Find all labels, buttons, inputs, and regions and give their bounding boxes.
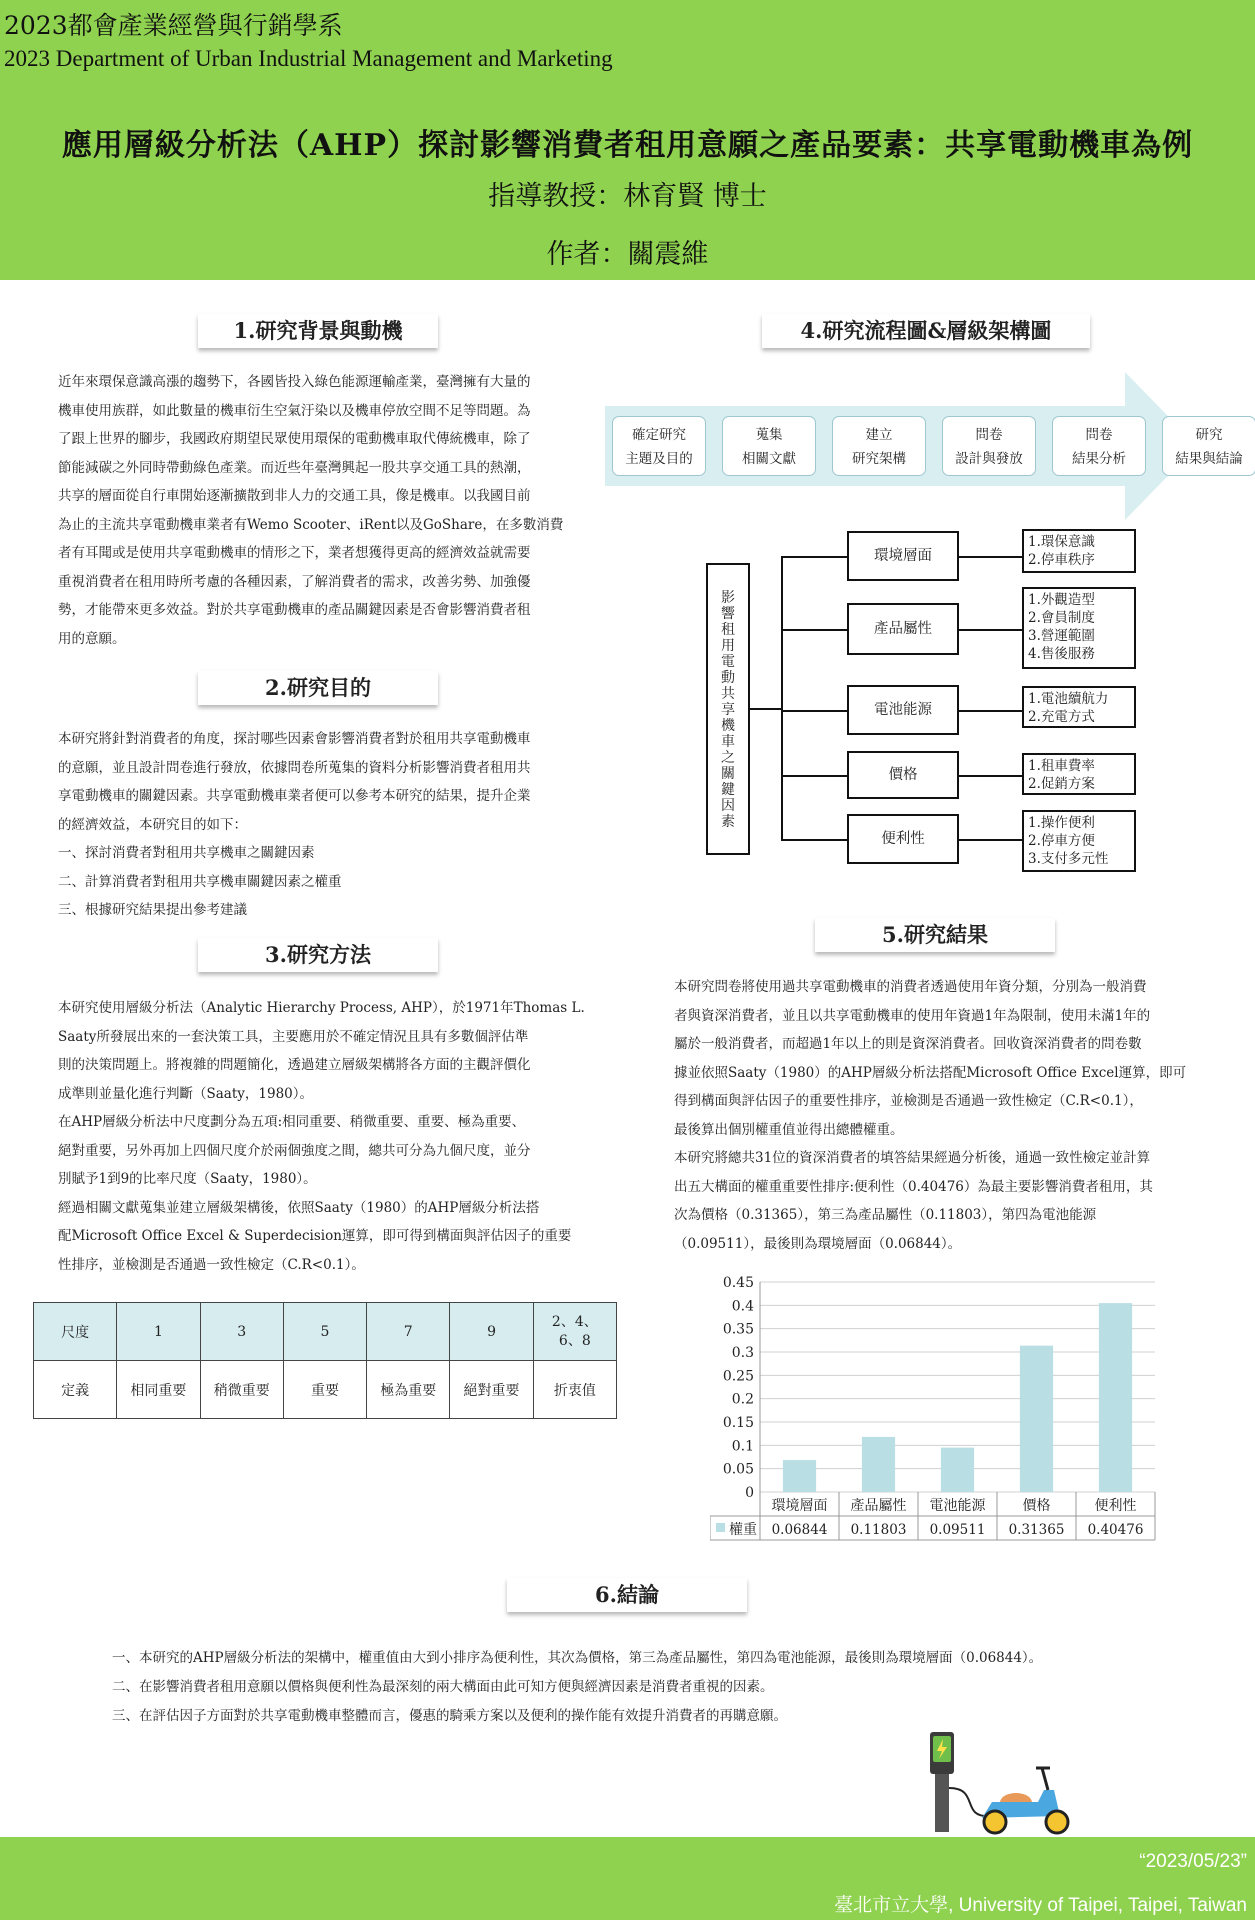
data-value-label: 0.06844 [771,1522,828,1538]
connector-line [781,710,847,712]
y-tick-label: 0.05 [722,1461,754,1478]
flow-step [1162,416,1255,476]
factor-item: 2.促銷方案 [1028,776,1095,792]
table-row [34,1303,617,1361]
text-line: 本研究將總共31位的資深消費者的填答結果經過分析後，通過一致性檢定並計算 [674,1150,1151,1166]
flow-step-label: 問卷 [975,427,1003,443]
category-label: 價格 [1022,1498,1051,1514]
text-line: 者與資深消費者，並且以共享電動機車的使用年資過1年為限制，使用未滿1年的 [674,1007,1151,1024]
text-line: 近年來環保意識高漲的趨勢下，各國皆投入綠色能源運輸產業，臺灣擁有大量的 [58,374,531,390]
flow-step-label: 結果分析 [1072,451,1126,467]
text-line: 成準則並量化進行判斷（Saaty，1980）。 [58,1085,314,1102]
y-tick-label: 0.35 [722,1321,754,1338]
table-row [34,1361,617,1419]
connector-line [959,839,1023,841]
factor-list [1022,529,1136,573]
flow-step [1052,416,1146,476]
table-cell: 絕對重要 [450,1361,533,1419]
text-line: 者有耳聞或是使用共享電動機車的情形之下，業者想獲得更高的經濟效益就需要 [58,545,531,561]
factor-item: 1.電池續航力 [1028,691,1109,707]
dimension-box: 便利性 [847,814,959,864]
dimension-box: 環境層面 [847,531,959,581]
connector-line [781,556,847,558]
table-cell: 9 [450,1303,533,1361]
text-line: 別賦予1到9的比率尺度（Saaty，1980）。 [58,1171,317,1187]
text-line: 次為價格（0.31365），第三為產品屬性（0.11803），第四為電池能源 [674,1207,1097,1223]
text-line: 最後算出個別權重值並得出總體權重。 [674,1121,904,1138]
factor-list [1022,810,1136,872]
poster-footer [0,1837,1255,1920]
university-name: 臺北市立大學, University of Taipei, Taipei, Taiwan [834,1895,1247,1916]
legend-label: 權重 [729,1522,757,1538]
data-value-label: 0.40476 [1087,1522,1144,1538]
y-tick-label: 0.3 [731,1345,754,1361]
factor-item: 2.會員制度 [1028,610,1095,626]
factor-item: 1.操作便利 [1028,815,1095,831]
text-line: 一、本研究的AHP層級分析法的架構中，權重值由大到小排序為便利性，其次為價格，第三為產品屬性，第四為電池能源，最後則為環境層面（0.06844）。 [112,1650,1043,1666]
text-line: 享電動機車的關鍵因素。共享電動機車業者便可以參考本研究的結果，提升企業 [58,788,531,804]
section-heading-purpose: 2.研究目的 [198,671,438,705]
connector-line [959,556,1023,558]
bar [1099,1303,1132,1492]
table-cell: 5 [283,1303,366,1361]
text-line: 一、探討消費者對租用共享機車之關鍵因素 [58,845,315,861]
flow-step-label: 主題及目的 [625,451,693,467]
factor-item: 3.支付多元性 [1028,851,1109,867]
text-line: 的經濟效益，本研究目的如下： [58,816,247,833]
category-label: 便利性 [1094,1498,1137,1514]
factor-list [1022,753,1136,795]
text-line: 二、在影響消費者租用意願以價格與便利性為最深刻的兩大構面由此可知方便與經濟因素是消費者重視的因素。 [112,1679,774,1695]
flow-step-label: 問卷 [1085,427,1113,443]
text-line: 本研究使用層級分析法（Analytic Hierarchy Process, AHP），於1971年Thomas L. [58,1000,585,1016]
bar [941,1448,974,1492]
table-cell: 相同重要 [117,1361,200,1419]
department-name-zh: 2023都會產業經營與行銷學系 [4,11,343,40]
table-cell: 3 [200,1303,283,1361]
connector-line [959,629,1023,631]
text-line: 二、計算消費者對租用共享機車關鍵因素之權重 [58,873,342,890]
weight-bar-chart [710,1268,1170,1550]
flow-step-label: 設計與發放 [955,451,1023,467]
table-cell: 2、4、 6、8 [533,1303,616,1361]
table-cell: 重要 [283,1361,366,1419]
purpose-paragraph [58,725,600,925]
bar [862,1437,895,1492]
poster-title: 應用層級分析法（AHP）探討影響消費者租用意願之產品要素：共享電動機車為例 [61,128,1194,163]
flow-step-label: 研究架構 [852,451,906,467]
poster-header [0,0,1255,280]
flow-step [832,416,926,476]
results-paragraph [674,973,1220,1258]
factor-list [1022,686,1136,728]
data-value-label: 0.09511 [929,1522,986,1538]
bar [783,1460,816,1492]
table-cell: 折衷值 [533,1361,616,1419]
text-line: 重視消費者在租用時所考慮的各種因素，了解消費者的需求，改善劣勢、加強優 [58,573,531,590]
factor-item: 1.租車費率 [1028,758,1095,774]
factor-item: 4.售後服務 [1028,646,1095,662]
factor-item: 2.停車方便 [1028,833,1095,849]
table-cell: 極為重要 [367,1361,450,1419]
text-line: 在AHP層級分析法中尺度劃分為五項:相同重要、稍微重要、重要、極為重要、 [58,1114,526,1130]
category-label: 環境層面 [771,1498,828,1514]
factor-list [1022,587,1136,669]
conclusion-paragraph [112,1644,1192,1731]
table-cell: 定義 [34,1361,117,1419]
connector-line [781,775,847,777]
text-line: 三、在評估因子方面對於共享電動機車整體而言，優惠的騎乘方案以及便利的操作能有效提升消費者的再購意願。 [112,1708,787,1724]
flow-step-label: 結果與結論 [1175,451,1243,467]
connector-line [750,708,782,710]
text-line: （0.09511），最後則為環境層面（0.06844）。 [674,1235,962,1252]
text-line: Saaty所發展出來的一套決策工具，主要應用於不確定情況且具有多數個評估準 [58,1028,529,1045]
ahp-scale-table [33,1302,617,1419]
hierarchy-root: 影 響 租 用 電 動 共 享 機 車 之 關 鍵 因 素 [706,563,750,855]
connector-line [781,839,847,841]
table-cell: 稍微重要 [200,1361,283,1419]
text-line: 則的決策問題上。將複雜的問題簡化，透過建立層級架構將各方面的主觀評價化 [58,1057,531,1073]
text-line: 機車使用族群，如此數量的機車衍生空氣汙染以及機車停放空間不足等問題。為 [58,402,531,419]
flow-step [722,416,816,476]
y-tick-label: 0.4 [731,1298,754,1315]
connector-line [959,775,1023,777]
section-heading-conclusion: 6.結論 [507,1578,747,1612]
connector-line [781,629,847,631]
y-tick-label: 0.2 [731,1391,754,1408]
scooter-charging-illustration [920,1728,1080,1838]
y-tick-label: 0.15 [722,1415,754,1431]
text-line: 配Microsoft Office Excel & Superdecision運算，即可得到構面與評估因子的重要 [58,1228,572,1244]
flow-step-label: 相關文獻 [742,451,796,467]
text-line: 絕對重要，另外再加上四個尺度介於兩個強度之間，總共可分為九個尺度，並分 [58,1142,531,1159]
text-line: 共享的層面從自行車開始逐漸擴散到非人力的交通工具，像是機車。以我國目前 [58,488,531,504]
text-line: 屬於一般消費者，而超過1年以上的則是資深消費者。回收資深消費者的問卷數 [674,1036,1142,1052]
y-tick-label: 0.1 [731,1438,754,1455]
category-label: 產品屬性 [850,1498,907,1514]
text-line: 了跟上世界的腳步，我國政府期望民眾使用環保的電動機車取代傳統機車，除了 [58,431,531,447]
text-line: 的意願，並且設計問卷進行發放，依據問卷所蒐集的資料分析影響消費者租用共 [58,759,531,776]
text-line: 性排序，並檢測是否通過一致性檢定（C.R<0.1）。 [58,1256,365,1273]
factor-item: 1.外觀造型 [1028,592,1095,608]
legend-swatch [716,1523,725,1532]
bar [1020,1346,1053,1492]
text-line: 本研究問卷將使用過共享電動機車的消費者透過使用年資分類，分別為一般消費 [674,979,1147,995]
factor-item: 2.停車秩序 [1028,552,1095,568]
poster-date: “2023/05/23” [1139,1851,1247,1872]
flow-step-label: 研究 [1195,427,1223,443]
text-line: 經過相關文獻蒐集並建立層級架構後，依照Saaty（1980）的AHP層級分析法搭 [58,1199,540,1216]
background-paragraph [58,368,600,653]
text-line: 勢，才能帶來更多效益。對於共享電動機車的產品關鍵因素是否會影響消費者租 [58,602,531,618]
factor-item: 3.營運範圍 [1028,628,1095,644]
dimension-box: 電池能源 [847,685,959,735]
department-name-en: 2023 Department of Urban Industrial Management and Marketing [4,46,613,71]
y-tick-label: 0 [745,1485,754,1501]
flow-step-label: 建立 [865,427,893,443]
text-line: 節能減碳之外同時帶動綠色產業。而近些年臺灣興起一股共享交通工具的熱潮， [58,459,531,476]
data-value-label: 0.31365 [1008,1522,1065,1538]
author-name: 作者：關震維 [546,239,709,270]
data-value-label: 0.11803 [850,1522,907,1538]
flow-step-label: 確定研究 [632,427,686,443]
text-line: 本研究將針對消費者的角度，探討哪些因素會影響消費者對於租用共享電動機車 [58,731,531,747]
table-cell: 尺度 [34,1303,117,1361]
text-line: 出五大構面的權重重要性排序:便利性（0.40476）為最主要影響消費者租用，其 [674,1178,1153,1195]
dimension-box: 價格 [847,751,959,799]
text-line: 據並依照Saaty（1980）的AHP層級分析法搭配Microsoft Office Excel運算，即可 [674,1064,1187,1081]
section-heading-results: 5.研究結果 [815,918,1055,952]
text-line: 得到構面與評估因子的重要性排序，並檢測是否通過一致性檢定（C.R<0.1）， [674,1093,1143,1109]
advisor-name: 指導教授：林育賢 博士 [488,181,767,212]
table-cell: 7 [367,1303,450,1361]
text-line: 為止的主流共享電動機車業者有Wemo Scooter、iRent以及GoShare，在多數消費 [58,516,564,533]
section-heading-flow: 4.研究流程圖&層級架構圖 [762,314,1090,348]
table-cell: 1 [117,1303,200,1361]
dimension-box: 產品屬性 [847,603,959,655]
category-label: 電池能源 [929,1498,986,1514]
section-heading-background: 1.研究背景與動機 [198,314,438,348]
factor-item: 1.環保意識 [1028,534,1095,550]
factor-item: 2.充電方式 [1028,709,1095,725]
method-paragraph [58,994,602,1279]
text-line: 三、根據研究結果提出參考建議 [58,902,247,918]
flow-step [612,416,706,476]
y-tick-label: 0.45 [722,1275,754,1291]
flow-step [942,416,1036,476]
y-tick-label: 0.25 [722,1368,754,1385]
flow-step-label: 蒐集 [755,427,783,443]
section-heading-method: 3.研究方法 [198,938,438,972]
connector-line [781,556,783,841]
connector-line [959,710,1023,712]
text-line: 用的意願。 [58,630,126,647]
